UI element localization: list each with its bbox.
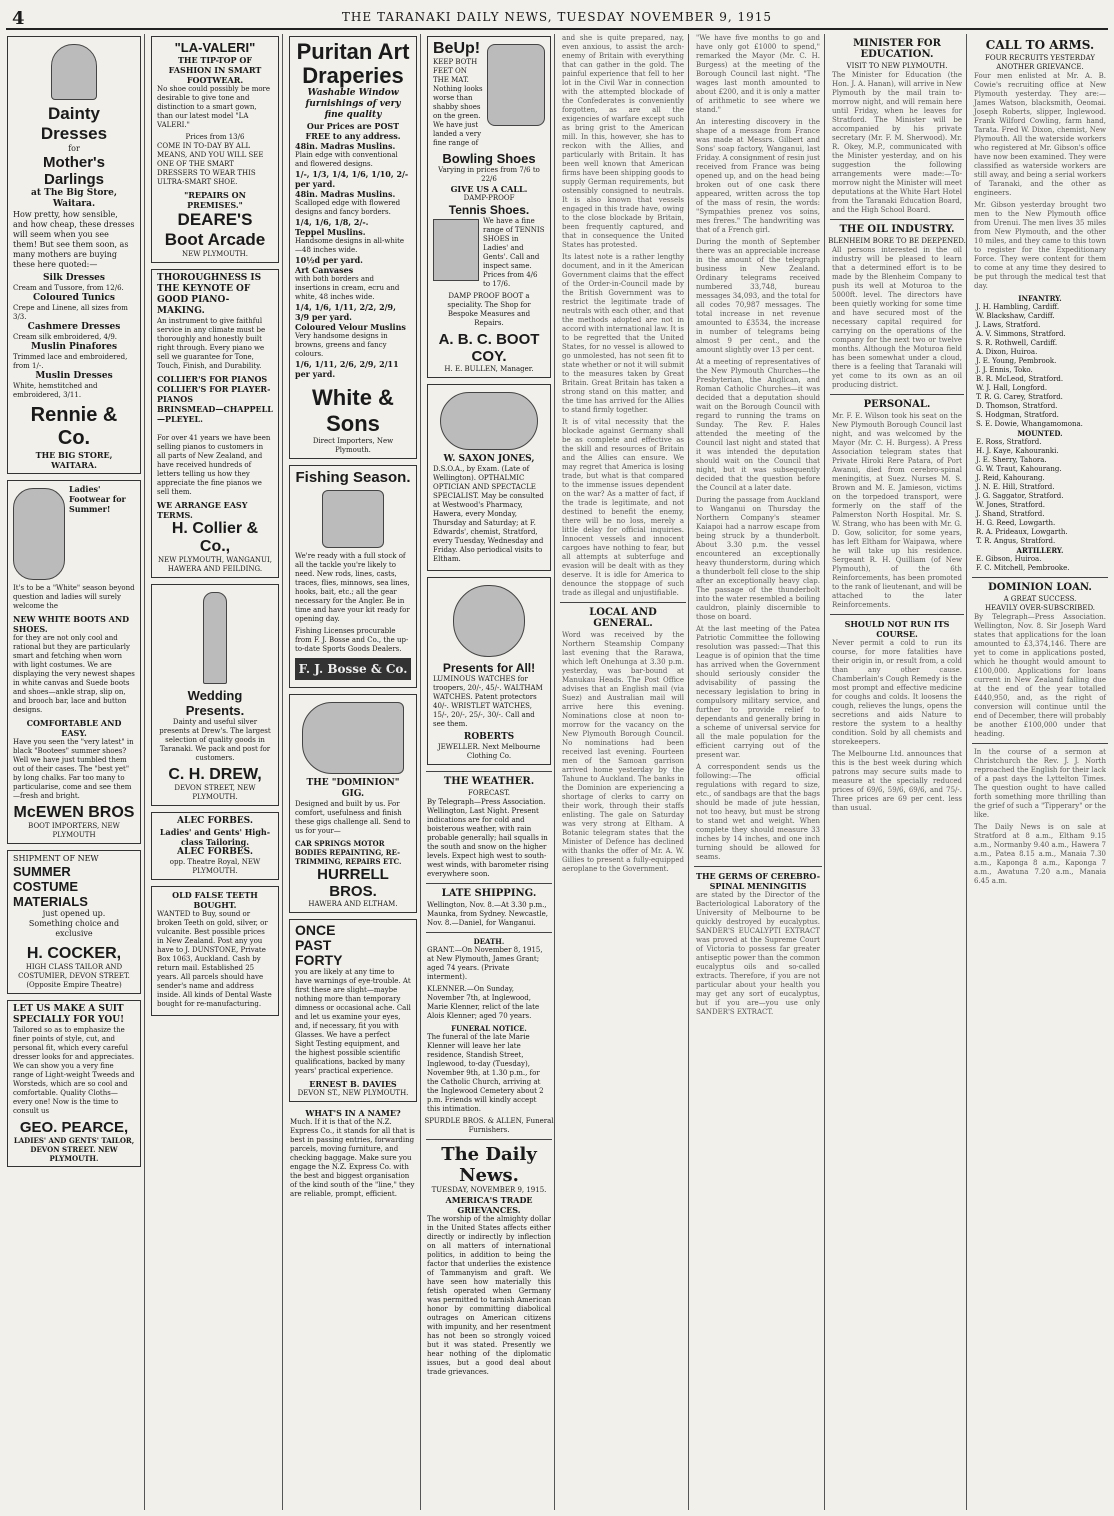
beup-heading: BeUp!: [433, 40, 481, 57]
infantry-list: [970, 303, 1110, 429]
list-item: J. H. Hambling, Cardiff.: [976, 303, 1060, 311]
oil-sub: BLENHEIM BORE TO BE DEEPENED.: [828, 237, 966, 245]
article-paragraph: It is of vital necessity that the blockade against Germany shall be as complete and effective as the skill and resources of Britain and the Allies can ensure. We may regret that America is losing trade, but what is that compared to the immense issues dependent on the war? As a matter of fact, if the trade is legitimate, and not destined to benefit the enemy, there will be no loss, merely a little delay for official inquiries. Innocent vessels and innocent cargoes have nothing to fear, but all attempts at subterfuge and evasion will be dealt with as they deserve. It is idle for America to denounce the stoppage of such trade as illegal and unjustifiable.: [562, 418, 684, 597]
suit-heading: LET US MAKE A SUIT SPECIALLY FOR YOU!: [13, 1004, 125, 1025]
product-price: 1/-, 1/3, 1/4, 1/6, 1/10, 2/- per yard.: [295, 169, 409, 189]
once-heading: ONCE PAST FORTY: [295, 922, 343, 968]
suit-body: Tailored so as to emphasize the finer points of style, cut, and personal fit, which every careful dresser looks for and appreciates. We can show you a very fine range of Light-weight Tweeds and Worsteds, which are so cool and comfortable. Quality Cloths—every one! Now is the time to consult us: [13, 1026, 135, 1115]
column-6: [692, 34, 825, 1510]
product-desc: Very handsome designs in browns, greens and fancy colours.: [295, 332, 388, 358]
forbes-sub: opp. Theatre Royal, NEW PLYMOUTH.: [169, 858, 261, 875]
item-name: Coloured Tunics: [33, 293, 115, 303]
funeral-furnishers: SPURDLE BROS. & ALLEN, Funeral Furnishers.: [424, 1117, 554, 1134]
white-sons-sub: Direct Importers, New Plymouth.: [312, 437, 394, 454]
item-desc: Trimmed lace and embroidered, from 1/-.: [13, 353, 128, 370]
list-item: G. W. Traut, Kahourang.: [976, 465, 1062, 473]
arms-body2: Mr. Gibson yesterday brought two men to the New Plymouth office from Urenui. The men lives 35 miles from New Plymouth, and the other 10 miles, and they came to this town to register for the Expeditionary Force. They were content for them to come at any time they desired to be put through the medical test that day.: [974, 201, 1106, 290]
collier-advert: [151, 269, 279, 578]
abc-logo: A. B. C. BOOT COY.: [438, 331, 540, 365]
ad-heading-dainty: Dainty Dresses: [40, 104, 108, 143]
funeral-heading: FUNERAL NOTICE.: [451, 1024, 527, 1033]
lavaleri-heading: "LA-VALERI": [174, 40, 256, 55]
dominion-body: Designed and built by us. For comfort, usefulness and finish these gigs challenge all. Send to us for your—: [295, 800, 411, 835]
notrun-heading: SHOULD NOT RUN ITS COURSE.: [844, 619, 950, 639]
product-price: 1/6, 1/11, 2/6, 2/9, 2/11 per yard.: [295, 359, 399, 379]
arms-heading: CALL TO ARMS.: [985, 38, 1095, 52]
product-desc: Handsome designs in all-white—48 inches wide.: [295, 237, 405, 254]
bosse-advert: [289, 465, 417, 688]
item-name: Cashmere Dresses: [27, 322, 121, 332]
mcewen-sub: BOOT IMPORTERS, NEW PLYMOUTH: [28, 822, 120, 839]
product-name: 48in. Madras Muslins.: [295, 141, 396, 151]
jones-advert: [427, 384, 551, 571]
arms-body: Four men enlisted at Mr. A. B. Cowie's recruiting office at New Plymouth yesterday. They are:— James Watson, blacksmith, Oeomai. Joseph Roberts, slipper, Inglewood. Frank Wilford Cowling, farm hand, Tarata. Fred W. Dixon, chemist, New Plymouth. All the waterside workers who registered at Mr. Gibson's office have now been examined. They were classified as waterside workers are still away, and being a serial workers of Taranaki, and the other as engineers.: [974, 72, 1106, 197]
forbes-name: ALEC FORBES.: [177, 847, 253, 857]
list-item: J. Reid, Kahourang.: [976, 474, 1045, 482]
dominion-list: CAR SPRINGS MOTOR BODIES REPAINTING, RE-TRIMMING, REPAIRS ETC.: [295, 839, 402, 866]
lavaleri-price: Prices from 13/6: [185, 133, 245, 141]
shoe-illustration: [13, 488, 65, 580]
death-heading: DEATH.: [473, 937, 505, 946]
list-item: J. J. Ennis, Toko.: [976, 366, 1033, 374]
article-paragraph: "We have five months to go and have only got £1000 to spend," remarked the Mayor (Mr. C. H. Burgess) at the meeting of the Borough Council last night. "The wages last month amounted to about £200, and it is only a matter of arithmetic to see where we stand.": [696, 34, 820, 114]
oil-body: All persons interested in the oil industry will be pleased to learn that a determined effort is to be made by the Blenheim Company to push its well at Moturoa to the 5000ft. level. The directors have been quietly working for some time and have secured most of the necessary capital required for carrying on the operations of the company for the next two or twelve months. Although the Moturoa field has been somewhat under a cloud, there is a feeling that Taranaki will yet come to its own as an oil producing district.: [832, 246, 962, 389]
paper-nameplate: The Daily News.: [441, 1144, 537, 1186]
beup-body: KEEP BOTH FEET ON THE MAT. Nothing looks worse than shabby shoes on the green. We have just landed a very fine range of: [433, 58, 483, 147]
list-item: J. Laws, Stratford.: [976, 321, 1041, 329]
loan-sub: A GREAT SUCCESS.: [1003, 595, 1077, 603]
once-body: you are likely at any time to have warnings of eye-trouble. At first these are slight—maybe nothing more than temporary dimness or occasional ache. Call and let us examine your eyes, and, if necessary, fit you with Glasses. We have a perfect Sight Testing equipment, and the highest possible scientific qualifications, backed by many years' practical experience.: [295, 968, 411, 1075]
column-7: [828, 34, 967, 1510]
fishing-body: We're ready with a full stock of all the tackle you're likely to need. New rods, lines, casts, traces, flies, minnows, sea lines, hooks, bait, etc.; all the gear necessary for the Angler. Be in time and have your kit ready for opening day.: [295, 552, 410, 623]
express-body: Much. If it is that of the N.Z. Express Co., it stands for all that is best in passing entries, forwarding parcels, moving furniture, and checking baggage. Make sure you engage the N.Z. Express Co. with the best and biggest organisation of the kind south of the "line," they are reliable, prompt, efficient.: [290, 1118, 415, 1198]
deare-sub: NEW PLYMOUTH.: [182, 250, 248, 258]
list-item: D. Thomson, Stratford.: [976, 402, 1058, 410]
item-desc: White, hemstitched and embroidered, 3/11.: [13, 382, 98, 399]
puritan-post: Our Prices are POST FREE to any address.: [305, 121, 401, 141]
germs-heading: THE GERMS OF CEREBRO-SPINAL MENINGITIS: [695, 871, 821, 891]
arms-sub: FOUR RECRUITS YESTERDAY: [985, 54, 1095, 62]
minister-heading: MINISTER FOR EDUCATION.: [853, 38, 941, 60]
weather-body: By Telegraph—Press Association. Wellington, Last Night. Present indications are for cold and boisterous weather, with rain probable generally; hail squalls in the south and snow on the higher levels. Expect high west to south-west winds, with barometer rising everywhere soon.: [427, 798, 549, 878]
puritan-sub: Washable Window furnishings of very fine quality: [305, 88, 401, 120]
list-item: B. R. McLeod, Stratford.: [976, 375, 1064, 383]
loan-sub2: HEAVILY OVER-SUBSCRIBED.: [984, 604, 1096, 612]
davies-sub: DEVON ST., NEW PLYMOUTH.: [297, 1089, 409, 1097]
footwear-text: It's to be a "White" season beyond question and ladies will surely welcome the: [13, 584, 135, 610]
germs-body: are stated by the Director of the Bacteriological Laboratory of the University of Melbourne to be quickly destroyed by eucalyptus. SANDER'S EUCALYPTI EXTRACT was proved at the Supreme Court of Victoria to possess far greater antiseptic power than the common eucalyptus oils and so-called extracts. Therefore, if you are not particular about your health you may get any sort of eucalyptus, but if you are—you use only SANDER'S EXTRACT.: [696, 891, 820, 1016]
new-white-heading: NEW WHITE BOOTS AND SHOES.: [13, 614, 130, 634]
tennis-heading: Tennis Shoes.: [448, 203, 530, 217]
roberts-name: ROBERTS: [463, 732, 515, 742]
ad-for: for: [68, 144, 80, 153]
forbes-advert: [151, 812, 279, 880]
article-paragraph: In the course of a sermon at Christchurch the Rev. J. J. North reproached the English for their lack of a past days the Lyttelton Times. The question ought to have called forth something more thrilling than the grief of such a "Tipperary" or the like.: [974, 748, 1106, 819]
article-paragraph: During the passage from Auckland to Wanganui on Thursday the Northern Company's steamer Kaiapoi had a narrow escape from being struck by a thunderbolt. About 3.30 p.m. the vessel encountered an exceptionally heavy thunderstorm, during which a thunderbolt fell close to the ship after an exceptionally heavy clap. The passage of the thunderbolt into the water resembled a boiling cauldron, plainly discernible to those on board.: [696, 496, 820, 621]
list-item: H. J. Kaye, Kahouranki.: [976, 447, 1059, 455]
list-item: S. E. Dowie, Whangamomona.: [976, 420, 1083, 428]
forecast-heading: FORECAST.: [467, 789, 511, 797]
comfortable-heading: COMFORTABLE AND EASY.: [26, 718, 122, 738]
list-item: W. J. Hall, Longford.: [976, 384, 1048, 392]
damp-proof: DAMP PROOF BOOT a speciality. The Shop for Bespoke Measures and Repairs.: [447, 292, 531, 327]
fishing-heading: Fishing Season.: [295, 469, 411, 486]
bowling-price: Varying in prices from 7/6 to 22/6: [438, 166, 540, 183]
artillery-list: [970, 555, 1110, 573]
item-name: Muslin Pinafores: [30, 342, 118, 352]
cocker-logo: H. COCKER,: [26, 945, 122, 962]
list-item: J. E. Young, Pembrook.: [976, 357, 1057, 365]
fishing-license: Fishing Licenses procurable from F. J. Bosse and Co., the up-to-date Sports Goods Dealers.: [295, 627, 409, 653]
list-item: H. G. Reed, Lowgarth.: [976, 519, 1056, 527]
item-name: Silk Dresses: [43, 273, 105, 283]
drew-body: Dainty and useful silver presents at Drew's. The largest selection of quality goods in Taranaki. We pack and post for customers.: [159, 718, 271, 762]
forbes-name: ALEC FORBES.: [177, 816, 253, 826]
roberts-sub: JEWELLER. Next Melbourne Clothing Co.: [437, 743, 541, 760]
minister-body: The Minister for Education (the Hon. J. A. Hanan), will arrive in New Plymouth by the mail train to-morrow night, and will remain here until Friday, when he leaves for Stratford. The Minister will be accompanied by his private secretary (Mr. F. M. Sherwood). Mr. R. Okey, M.P., communicated with the Minister yesterday, and on his suggestion the following arrangements were made:—To-morrow night the Minister will meet deputations at the White Hart Hotel from the Taranaki Education Board, and the High School Board.: [832, 71, 962, 214]
hurrell-sub: HAWERA AND ELTHAM.: [308, 900, 398, 908]
product-name: 48in. Madras Muslins.: [295, 189, 396, 199]
puritan-heading: Puritan Art Draperies: [296, 39, 410, 88]
teeth-heading: OLD FALSE TEETH BOUGHT.: [172, 890, 258, 910]
product-price: 1/4, 1/6, 1/8, 2/-.: [295, 217, 369, 227]
list-item: W. Jones, Stratford.: [976, 501, 1045, 509]
bowling-heading: Bowling Shoes: [442, 151, 536, 166]
mounted-list: [970, 438, 1110, 546]
rennie-sub: THE BIG STORE, WAITARA.: [35, 450, 113, 470]
brinsmead-line: BRINSMEAD—CHAPPELL—PLEYEL.: [157, 404, 273, 424]
artillery-heading: ARTILLERY.: [1016, 546, 1064, 555]
list-item: A. Dixon, Huiroa.: [976, 348, 1038, 356]
drew-advert: [151, 584, 279, 806]
rennie-logo: Rennie & Co.: [30, 404, 118, 449]
item-desc: Crepe and Linene, all sizes from 3/3.: [13, 304, 128, 321]
piano-heading: THOROUGHNESS IS THE KEYNOTE OF GOOD PIANO-MAKING.: [157, 273, 262, 316]
list-item: T. R. Angus, Stratford.: [976, 537, 1056, 545]
column-5: [558, 34, 689, 1510]
drew-sub: DEVON STREET, NEW PLYMOUTH.: [174, 784, 256, 801]
article-paragraph: and she is quite prepared, nay, even anxious, to assist the arch-enemy of Britain with everything that can gather in the gold. The painful experience that fell to her lot in the Civil War in connection with the attempted blockade of the Confederates is conveniently forgotten, as are all the exigencies of warfare except such as bring grist to the American mill. In this, however, she has to reckon with the Allies, and particularly with Britain. It has been well known that American firms have been shipping goods to supply German requirements, but ostensibly consigned to neutrals. It is also known that vessels engaged in this trade have, owing to the close blockade by Britain, been frequently captured, and that in consequence the United States has protested.: [562, 34, 684, 249]
product-name: Coloured Velour Muslins: [295, 322, 406, 332]
hurrell-logo: HURRELL BROS.: [317, 866, 389, 900]
gig-illustration: [302, 702, 404, 774]
shipment-line: SHIPMENT OF NEW: [13, 854, 99, 863]
drew-logo: C. H. DREW,: [168, 766, 262, 783]
loan-body: By Telegraph—Press Association. Wellington, Nov. 8. Sir Joseph Ward states that applications for the loan amounted to £3,374,146. There are yet to come in applications posted, which he thought would amount to £100,000. Applications for loans current in New Zealand falling due at the end of the year totalled £440,950, and, as the right of conversion will continue until the end of December, there will probably be another £100,000 under that heading.: [974, 613, 1106, 738]
presents-heading: Presents for All!: [442, 661, 536, 675]
jones-body: D.S.O.A., by Exam. (Late of Wellington). OPTHALMIC OPTICIAN AND SPECTACLE SPECIALIST. May be consulted at Westwood's Pharmacy, Hawera, every Monday, Thursday and Saturday; at F. Edwards', chemist, Stratford, every Tuesday, Wednesday and Friday. Also periodical visits to Eltham.: [433, 465, 544, 563]
abc-boot-advert: [427, 36, 551, 378]
melbourne-notice: The Melbourne Ltd. announces that this is the best week during which patrons may secure suits made to measure at the specially reduced prices of 69/6, 59/6, 69/6, and 75/-. Three prices are 69 per cent. less than usual.: [832, 750, 962, 812]
summer-heading: SUMMER COSTUME MATERIALS: [13, 864, 88, 909]
local-general-body: Word was received by the Northern Steamship Company last evening that the Rarawa, which left Onehunga at 3.30 p.m. yesterday, was bar-bound at Manukau Heads. The Post Office advises that an English mail (via Suez) and Australian mail will arrive here this evening. Nominations close at noon to-morrow for the vacancy on the New Plymouth Borough Council. No nominations had been received last evening. Fourteen men of the Samoan garrison arrived home yesterday by the Tahune to Auckland. The banks in the Dominion are experiencing a shortage of clerks to carry on their work, through their staffs enlisting. The gale on Saturday was very strong at Eltham. A Botanic telegram states that the Minister of Defence has declined with thanks the offer of Mr. A. W. Gillies to present a fully-equipped aeroplane to the Government.: [562, 631, 684, 873]
davies-name: ERNEST B. DAVIES: [309, 1079, 397, 1089]
footwear-body2: Have you seen the "very latest" in black "Bootees" summer shoes? Well we have just tumbled them out of their cases. The "best yet" by long chalks. Far too many to particularise, come and see them—fresh and bright.: [13, 738, 134, 800]
tennis-body: We have a fine range of TENNIS SHOES in Ladies' and Gents'. Call and inspect same. Prices from 4/6 to 17/6.: [483, 217, 545, 288]
local-general-heading: LOCAL AND GENERAL.: [589, 607, 657, 629]
product-name: Art Canvases: [295, 265, 354, 275]
repairs-line: "REPAIRS ON PREMISES.": [184, 190, 246, 210]
davies-advert: [289, 919, 417, 1102]
funeral-body: The funeral of the late Marie Klenner will leave her late residence, Standish Street, Inglewood, to-day (Tuesday), November 9th, at 1.30 p.m., for the Catholic Church, arriving at the Inglewood Cemetery about 2 p.m. Friends will kindly accept this intimation.: [427, 1033, 544, 1113]
paper-date: TUESDAY, NOVEMBER 9, 1915.: [431, 1186, 547, 1194]
jones-name: W. SAXON JONES,: [443, 454, 535, 464]
teeth-body: WANTED to Buy, sound or broken Teeth on gold, silver, or vulcanite. Best possible prices in New Zealand. Post any you have to J. DUNSTONE, Private Box 1063, Auckland. Cash by return mail. Established 25 years. All parcels should have sender's name and address inside. All kinds of Dental Waste bought for re-manufacturing.: [157, 910, 272, 1008]
page-number: 4: [12, 8, 25, 29]
list-item: S. Hodgman, Stratford.: [976, 411, 1059, 419]
abc-sub: H. E. BULLEN, Manager.: [444, 365, 534, 373]
arms-sub2: ANOTHER GRIEVANCE.: [996, 63, 1084, 71]
list-item: A. V. Simmons, Stratford.: [976, 330, 1066, 338]
mounted-heading: MOUNTED.: [1017, 429, 1063, 438]
column-3: [286, 34, 421, 1510]
product-desc: with both borders and insertions in cream, ecru and white, 48 inches wide.: [295, 275, 400, 301]
footwear-heading: Ladies' Footwear for Summer!: [69, 484, 126, 514]
cocker-advert: [7, 850, 141, 994]
article-paragraph: Its latest note is a rather lengthy document, and in it the American Government claims that the effect of the Order-in-Council made by the British Government was to restrict the legitimate trade of neutrals with each other, and that the methods adopted are not in accord with international law. It is to be regretted that the United States, for no vessel is allowed to go unmolested, has not seen fit to state whether or not it will submit to the measures taken by Great Britain. Great Britain has taken a strong stand on this matter, and the time has arrived for the Allies to stand firmly together.: [562, 253, 684, 414]
bosse-banner: F. J. Bosse & Co.: [295, 658, 411, 680]
bowler-illustration: [487, 44, 545, 126]
white-sons-advert: [289, 36, 417, 459]
column-8: [970, 34, 1110, 1510]
collier-sub: NEW PLYMOUTH, WANGANUI, HAWERA AND FEILDING.: [158, 556, 272, 573]
infantry-heading: INFANTRY.: [1018, 294, 1062, 303]
roberts-advert: [427, 577, 551, 765]
piano-body: An instrument to give faithful service in any climate must be thoroughly and honestly built right through. Every piano we sell we guarantee for Tone, Touch, Finish, and Durability.: [157, 317, 266, 370]
oil-heading: THE OIL INDUSTRY.: [839, 224, 955, 235]
item-desc: Cream silk embroidered, 4/9.: [13, 333, 118, 341]
list-item: E. Gibson, Huiroa.: [976, 555, 1042, 563]
product-price: 10½d per yard.: [295, 255, 363, 265]
shipping-body: Wellington, Nov. 8.—At 3.30 p.m., Maunka, from Sydney. Newcastle, Nov. 8.—Daniel, for Wanganui.: [427, 901, 548, 927]
page-title: THE TARANAKI DAILY NEWS, TUESDAY NOVEMBER 9, 1915: [341, 10, 773, 24]
drew-heading: Wedding Presents.: [185, 688, 245, 718]
editorial-body: The worship of the almighty dollar in the United States affects either directly or indirectly by inflection on all matters of international politics, in addition to being the factor that underlies the existence of Tammanyism and graft. We have seen how materially this fetish operated when Germany was permitted to tarnish American honor by committing diabolical outrages on American citizens with impunity, and her resentment has not been so strongly voiced but it was stated. Presently we hear nothing of the diplomatic issues, but a good deal about trade grievances.: [427, 1215, 551, 1376]
collier-pianos: COLLIER'S FOR PIANOS COLLIER'S FOR PLAYER-PIANOS: [157, 374, 271, 404]
weather-heading: THE WEATHER.: [443, 776, 535, 787]
column-1: [4, 34, 145, 1510]
lavaleri-come: COME IN TO-DAY BY ALL MEANS, AND YOU WILL SEE ONE OF THE SMART DRESSERS TO WEAR THIS ULTRA-SMART SHOE.: [157, 142, 264, 186]
list-item: J. E. Sherry, Tahora.: [976, 456, 1047, 464]
pearce-logo: GEO. PEARCE,: [19, 1119, 129, 1136]
product-desc: Plain edge with conventional and flowered designs.: [295, 151, 398, 168]
death-notice: GRANT.—On November 8, 1915, at New Plymouth, James Grant; aged 74 years. (Private interment).: [427, 946, 543, 981]
personal-body: Mr. F. E. Wilson took his seat on the New Plymouth Borough Council last night, and was welcomed by the Mayor (Mr. C. H. Burgess). A Press Association telegram states that Private Hiroki Rere Patara, of Port Awanui, died from cerebro-spinal meningitis, at Suez. Nurses M. S. Brown and M. E. Jamieson, victims on the torpedoed transport, were formerly on the staff of the Palmerston North Hospital. Mr. S. W. Strang, who has been with Mr. G. D. Gow, solicitor, for some years, has left Eltham for Waipawa, where he will take up his residence. Sergeant R. H. Quilliam (of New Plymouth), of the 6th Reinforcements, has been promoted to the rank of lieutenant, and will be attached to the later Reinforcements.: [832, 412, 962, 609]
personal-heading: PERSONAL.: [863, 399, 931, 410]
presents-body: LUMINOUS WATCHES for troopers, 20/-, 45/-. WALTHAM WATCHES. Patent protectors 40/-. WRISTLET WATCHES, 15/-, 20/-, 25/-, 30/-. Call and see them.: [433, 675, 543, 728]
list-item: J. N. E. Hill, Stratford.: [976, 483, 1055, 491]
deare-advert: [151, 36, 279, 263]
editorial-heading: AMERICA'S TRADE GRIEVANCES.: [445, 1195, 533, 1215]
product-desc: Scalloped edge with flowered designs and fancy borders.: [295, 199, 401, 216]
mcewen-logo: McEWEN BROS: [13, 804, 135, 821]
column-2: [148, 34, 283, 1510]
death-notice: KLENNER.—On Sunday, November 7th, at Inglewood, Marie Klenner, relict of the late Alois Klenner; aged 70 years.: [427, 985, 540, 1020]
minister-sub: VISIT TO NEW PLYMOUTH.: [846, 62, 948, 70]
article-paragraph: A correspondent sends us the following:—The official regulations with regard to size, etc., of sandbags are that the bags should be made of jute hessian, not too heavy, but must be strong to stand wet and weight. When complete they should measure 33 inches by 14 inches, and one inch turning should be allowed for seams.: [696, 763, 820, 861]
deare-logo: DEARE'S Boot Arcade: [164, 210, 266, 249]
list-item: S. R. Rothwell, Cardiff.: [976, 339, 1058, 347]
list-item: F. C. Mitchell, Pembrooke.: [976, 564, 1070, 572]
article-paragraph: At a meeting of representatives of the New Plymouth Churches—the Presbyterian, the Anglican, and Roman Catholic Churches—it was decided that a deputation should wait on the Borough Council with regard to running the trams on Sunday. The Rev. F. Hales attended the meeting of the Council last night and stated that it was intended the deputation should wait on the Council that night, but it was subsequently decided that the question before the Council at a later date.: [696, 358, 820, 492]
article-paragraph: During the month of September there was an appreciable increase in the amount of the telegraph business in New Zealand. Ordinary telegrams received numbered 33,748, bureau messages 34,093, and the total for all codes 70,987 messages. The total increase in net revenue amounted to £3534, the increase in number of telegrams being almost 9 per cent., and the amount slightly over 13 per cent.: [696, 238, 820, 354]
express-heading: WHAT'S IN A NAME?: [305, 1108, 401, 1118]
white-sons-logo: White & Sons: [312, 385, 394, 436]
tennis-illustration: [433, 219, 479, 281]
footwear-body: for they are not only cool and rational but they are particularly smart and fetching when worn with light costumes. We are displaying the very newest shapes in white canvas and Suede boots and shoes—ankle strap, slip on, and brooch bar, lace and button designs.: [13, 634, 135, 714]
article-paragraph: At the last meeting of the Patea Patriotic Committee the following resolution was passed:—That this League is of opinion that the time has arrived when the Government should seriously consider the advisability of passing the necessary legislation to bring in compulsory military service, and further to provide relief to dependants and generally bring in a scheme of universal service for all the male population for the efficient carrying out of the present war.: [696, 625, 820, 759]
pearce-advert: [7, 1000, 141, 1167]
summer-tag: Something choice and exclusive: [28, 919, 120, 938]
column-4: [424, 34, 555, 1510]
lavaleri-body: No shoe could possibly be more desirable to give tone and distinction to a smart gown, than our latest model "LA VALERI.": [157, 85, 271, 129]
list-item: E. Ross, Stratford.: [976, 438, 1042, 446]
tennis-pre: DAMP-PROOF: [463, 194, 515, 202]
list-item: T. R. G. Carey, Stratford.: [976, 393, 1063, 401]
hurrell-advert: [289, 694, 417, 913]
collier-body: For over 41 years we have been selling pianos to customers in all parts of New Zealand, and have received hundreds of letters telling us how they appreciate the fine pianos we sell them.: [157, 434, 271, 496]
lavaleri-sub: THE TIP-TOP OF FASHION IN SMART FOOTWEAR.: [168, 55, 262, 85]
vase-illustration: [203, 592, 227, 684]
list-item: W. Blackshaw, Cardiff.: [976, 312, 1055, 320]
cocker-sub: HIGH CLASS TAILOR AND COSTUMIER, DEVON STREET. (Opposite Empire Theatre): [18, 963, 130, 989]
teeth-advert: [151, 886, 279, 1016]
ad-intro: How pretty, how sensible, and how cheap, these dresses will seem when you see them! But see them soon, as many mothers are buying these here quoted:—: [13, 210, 135, 269]
fisherman-illustration: [322, 490, 384, 548]
sale-notice: The Daily News is on sale at Stratford at 8 a.m., Eltham 9.15 a.m., Normanby 9.40 a.m., Hawera 7 a.m., Patea 8.15 a.m., Manaia 7.30 a.m., Kaponga 8 a.m., Kaponga 7 a.m., Awatuna 7.20 a.m., Manaia 6.45 a.m.: [974, 823, 1106, 885]
rennie-advert: [7, 36, 141, 474]
child-illustration: [51, 44, 97, 100]
list-item: J. Shand, Stratford.: [976, 510, 1045, 518]
item-name: Muslin Dresses: [35, 371, 113, 381]
list-item: R. A. Prideaux, Lowgarth.: [976, 528, 1068, 536]
article-paragraph: An interesting discovery in the shape of a message from France was made at Messrs. Gilbert and Sons' soap factory, Wanganui, last Friday. A consignment of resin just received from France was being opened up, and on the head being broken out of one cask there appeared, written across the top of the mass of resin, the words: "Sympathies prenez vos soins, mes freres." The handwriting was that of a French girl.: [696, 118, 820, 234]
mcewen-advert: [7, 480, 141, 844]
notrun-body: Never permit a cold to run its course, for more fatalities have their origin in, or result from, a cold than any other cause. Chamberlain's Cough Remedy is the most prompt and effective medicine for coughs and colds. It loosens the cough, relieves the lungs, opens the secretions and aids Nature to restore the system to a healthy condition. Sold by all chemists and storekeepers.: [832, 639, 962, 746]
ad-store: at The Big Store, Waitara.: [31, 188, 117, 209]
forbes-line: Ladies' and Gents' High-class Tailoring.: [159, 827, 271, 847]
eye-illustration: [440, 392, 538, 450]
ad-heading-mothers: Mother's Darlings: [43, 154, 105, 188]
product-name: Teppel Muslins.: [295, 227, 366, 237]
shipping-heading: LATE SHIPPING.: [441, 888, 537, 899]
loan-heading: DOMINION LOAN.: [988, 582, 1092, 593]
masthead: [6, 6, 1108, 30]
give-call: GIVE US A CALL.: [450, 184, 528, 194]
dominion-heading: THE "DOMINION" GIG.: [306, 778, 400, 799]
list-item: J. G. Saggator, Stratford.: [976, 492, 1064, 500]
summer-sub: just opened up.: [42, 909, 106, 918]
product-price: 1/4, 1/6, 1/11, 2/2, 2/9, 3/9 per yard.: [295, 302, 396, 322]
easy-terms: WE ARRANGE EASY TERMS.: [157, 500, 248, 520]
watch-illustration: [453, 585, 525, 657]
pearce-sub: LADIES' AND GENTS' TAILOR, DEVON STREET. NEW PLYMOUTH.: [13, 1136, 135, 1163]
item-desc: Cream and Tussore, from 12/6.: [13, 284, 124, 292]
collier-logo: H. Collier & Co.,: [171, 520, 259, 555]
